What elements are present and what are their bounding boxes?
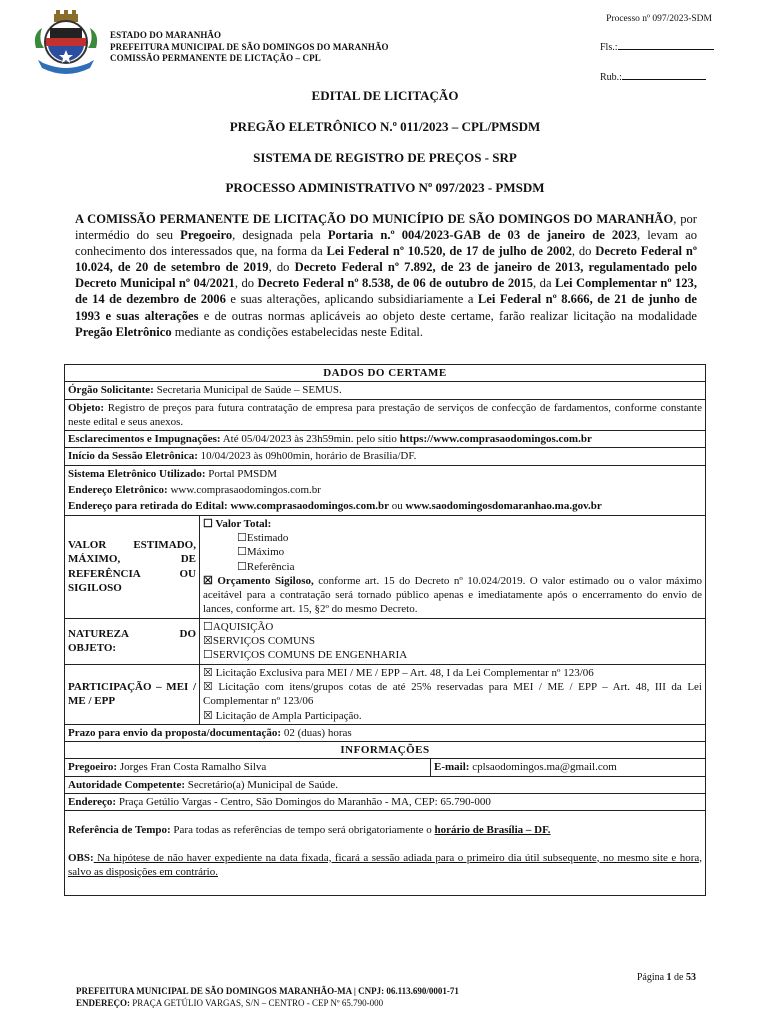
pregoeiro-label: Pregoeiro: bbox=[68, 761, 118, 774]
intro-bold: Lei Federal nº 10.520, de 17 de julho de 2002 bbox=[326, 244, 572, 259]
sigiloso-description: conforme art. 15 do Decreto nº 10.024/2019. O valor estimado ou o valor máximo aceitável para a contratação será tornado público apenas e imediatamente após o encerramento do envio de lances, conforme art. 15, §2º do mesmo Decreto. bbox=[203, 574, 703, 616]
intro-text: e de outras normas aplicáveis ao objeto deste certame, farão realizar licitação na modalidade bbox=[198, 308, 698, 323]
header-state: ESTADO DO MARANHÃO bbox=[110, 30, 222, 40]
email-label: E-mail: bbox=[434, 761, 470, 774]
intro-text: , da bbox=[533, 276, 556, 291]
inicio-sessao-value: 10/04/2023 às 09h00min, horário de Brasília/DF. bbox=[197, 450, 417, 463]
retirada-edital-label: Endereço para retirada do Edital: bbox=[68, 500, 228, 513]
intro-bold: Decreto Federal nº 8.538, de 06 de outubro de 2015 bbox=[257, 276, 534, 291]
referencia-tempo-bold: horário de Brasília – DF. bbox=[434, 824, 551, 837]
intro-text: , do bbox=[571, 244, 596, 259]
dados-certame-table bbox=[64, 364, 706, 896]
endereco-eletronico-link[interactable]: www.comprasaodomingos.com.br bbox=[167, 484, 321, 497]
valor-label: VALOR ESTIMADO, MÁXIMO, DE REFERÊNCIA OU SIGILOSO bbox=[68, 539, 196, 594]
esclarecimentos-site-link[interactable]: https://www.comprasaodomingos.com.br bbox=[399, 433, 592, 446]
participacao-row bbox=[64, 665, 706, 725]
header-commission: COMISSÃO PERMANENTE DE LICTAÇÃO – CPL bbox=[110, 53, 321, 63]
sistema-label: Sistema Eletrônico Utilizado: bbox=[68, 467, 206, 480]
edital-title: EDITAL DE LICITAÇÃO bbox=[311, 88, 459, 103]
intro-text: , do bbox=[268, 260, 295, 275]
referencia-tempo-value: Para todas as referências de tempo será obrigatoriamente o bbox=[170, 824, 435, 837]
sigiloso-checkbox[interactable]: ☒ Orçamento Sigiloso, bbox=[203, 574, 314, 587]
referencia-checkbox[interactable]: ☐Referência bbox=[237, 560, 295, 573]
valor-label-cell bbox=[65, 516, 200, 618]
intro-commission: A COMISSÃO PERMANENTE DE LICITAÇÃO DO MUNICÍPIO DE SÃO DOMINGOS DO MARANHÃO bbox=[75, 212, 674, 226]
email-link[interactable]: cplsaodomingos.ma@gmail.com bbox=[469, 761, 617, 774]
intro-bold: Portaria n.º 004/2023-GAB de 03 de janeiro de 2023 bbox=[327, 228, 638, 243]
objeto-row bbox=[64, 400, 706, 432]
obs-value: Na hipótese de não haver expediente na data fixada, ficará a sessão adiada para o primeiro dia útil subsequente, no mesmo site e hora, salvo as disposições em contrário. bbox=[68, 851, 702, 878]
endereco-eletronico-label: Endereço Eletrônico: bbox=[68, 484, 168, 497]
obs-label: OBS: bbox=[68, 851, 94, 864]
fls-field bbox=[600, 40, 714, 53]
esclarecimentos-value: Até 05/04/2023 às 23h59min. pelo sítio bbox=[220, 433, 400, 446]
page-current: 1 bbox=[666, 972, 672, 983]
footer-address bbox=[76, 997, 459, 1009]
participacao-label: PARTICIPAÇÃO – MEI / ME / EPP bbox=[68, 680, 196, 708]
autoridade-value: Secretário(a) Municipal de Saúde. bbox=[185, 778, 339, 791]
endereco-value: Praça Getúlio Vargas - Centro, São Domingos do Maranhão - MA, CEP: 65.790-000 bbox=[116, 796, 491, 809]
pregoeiro-row bbox=[64, 759, 706, 776]
page-of: de bbox=[671, 972, 686, 983]
municipal-coat-of-arms bbox=[30, 10, 102, 76]
endereco-label: Endereço: bbox=[68, 796, 117, 809]
sistema-value: Portal PMSDM bbox=[205, 467, 278, 480]
fls-blank-line bbox=[618, 40, 714, 50]
orgao-label: Órgão Solicitante: bbox=[68, 384, 154, 397]
referencia-obs-block bbox=[64, 811, 706, 896]
autoridade-label: Autoridade Competente: bbox=[68, 778, 186, 791]
obs-note bbox=[68, 851, 702, 880]
srp-title: SISTEMA DE REGISTRO DE PREÇOS - SRP bbox=[253, 150, 517, 165]
sistema-row bbox=[64, 466, 706, 482]
intro-text: , do bbox=[234, 276, 258, 291]
inicio-sessao-row bbox=[64, 448, 706, 465]
intro-text: , levam ao conhecimento dos interessados que, na forma da bbox=[75, 228, 697, 259]
participacao-options-cell bbox=[200, 665, 705, 724]
esclarecimentos-row bbox=[64, 431, 706, 448]
natureza-label: NATUREZA DO OBJETO: bbox=[68, 627, 196, 655]
page-total: 53 bbox=[686, 972, 696, 983]
footer-address-label: ENDEREÇO: bbox=[76, 998, 131, 1008]
email-cell bbox=[431, 759, 705, 775]
prazo-label: Prazo para envio da proposta/documentação: bbox=[68, 726, 282, 739]
intro-bold: Decreto Federal nº 7.892, de 23 de janeiro de 2013, regulamentado pelo Decreto Municipal nº 04/2021 bbox=[75, 260, 697, 291]
page-number bbox=[637, 972, 696, 983]
footer-prefecture-cnpj: PREFEITURA MUNICIPAL DE SÃO DOMINGOS MARANHÃO-MA | CNPJ: 06.113.690/0001-71 bbox=[76, 986, 459, 996]
intro-bold: Pregão Eletrônico bbox=[75, 324, 172, 339]
estimado-checkbox[interactable]: ☐Estimado bbox=[237, 531, 289, 544]
rub-blank-line bbox=[622, 70, 706, 80]
pregoeiro-value: Jorges Fran Costa Ramalho Silva bbox=[117, 761, 267, 774]
header-prefecture: PREFEITURA MUNICIPAL DE SÃO DOMINGOS DO MARANHÃO bbox=[110, 41, 389, 52]
intro-text: , designada pela bbox=[232, 228, 328, 243]
intro-text: mediante as condições estabelecidas neste Edital. bbox=[171, 324, 424, 339]
ampla-participacao-checkbox[interactable]: ☒ Licitação de Ampla Participação. bbox=[203, 709, 362, 722]
natureza-options-cell bbox=[200, 619, 705, 664]
sigiloso-option bbox=[203, 574, 702, 617]
servicos-comuns-checkbox[interactable]: ☒SERVIÇOS COMUNS bbox=[203, 635, 315, 648]
informacoes-heading: INFORMAÇÕES bbox=[64, 742, 706, 759]
intro-text: , por intermédio do seu bbox=[75, 212, 697, 243]
valor-total-checkbox[interactable]: ☐ Valor Total: bbox=[203, 517, 272, 530]
objeto-value: Registro de preços para futura contratação de empresa para prestação de serviços de confecção de fardamentos, conforme constante neste edital e seus anexos. bbox=[68, 401, 702, 428]
intro-bold: Lei Complementar nº 123, de 14 de dezembro de 2006 bbox=[75, 276, 698, 307]
processo-title: PROCESSO ADMINISTRATIVO Nº 097/2023 - PMSDM bbox=[225, 180, 545, 195]
prazo-row bbox=[64, 725, 706, 742]
rub-field bbox=[600, 70, 706, 83]
retirada-edital-row bbox=[64, 498, 706, 515]
endereco-row bbox=[64, 794, 706, 811]
natureza-label-cell bbox=[65, 619, 200, 664]
autoridade-row bbox=[64, 777, 706, 794]
cota-reservada-checkbox[interactable]: ☒ Licitação com itens/grupos cotas de até 25% reservadas para MEI / ME / EPP – Art. 48, III da Lei Complementar nº 123/06 bbox=[203, 680, 702, 708]
objeto-label: Objeto: bbox=[68, 401, 105, 414]
fls-label: Fls.: bbox=[600, 42, 618, 53]
intro-paragraph bbox=[75, 211, 697, 340]
retirada-site-link[interactable]: www.comprasaodomingos.com.br bbox=[227, 500, 390, 513]
esclarecimentos-label: Esclarecimentos e Impugnações: bbox=[68, 433, 221, 446]
endereco-eletronico-row bbox=[64, 482, 706, 498]
dados-certame-heading: DADOS DO CERTAME bbox=[64, 364, 706, 382]
page-label: Página bbox=[636, 972, 667, 983]
natureza-row bbox=[64, 619, 706, 665]
referencia-tempo-label: Referência de Tempo: bbox=[68, 824, 171, 837]
valor-options-cell bbox=[200, 516, 705, 618]
retirada-connector: ou bbox=[389, 500, 406, 513]
intro-text: e suas alterações, aplicando subsidiariamente a bbox=[225, 292, 478, 307]
referencia-tempo bbox=[68, 823, 702, 837]
intro-bold: Lei Federal nº 8.666, de 21 de junho de 1993 e suas alterações bbox=[75, 292, 697, 323]
participacao-label-cell bbox=[65, 665, 200, 724]
header-institution bbox=[110, 30, 389, 65]
servicos-engenharia-checkbox[interactable]: ☐SERVIÇOS COMUNS DE ENGENHARIA bbox=[203, 649, 408, 662]
rub-label: Rub.: bbox=[600, 72, 622, 83]
pregao-title: PREGÃO ELETRÔNICO N.º 011/2023 – CPL/PMSDM bbox=[229, 119, 541, 134]
footer bbox=[76, 985, 459, 1009]
exclusiva-mei-checkbox[interactable]: ☒ Licitação Exclusiva para MEI / ME / EPP – Art. 48, I da Lei Complementar nº 123/06 bbox=[203, 666, 594, 679]
footer-address-value: PRAÇA GETÚLIO VARGAS, S/N – CENTRO - CEP Nº 65.790-000 bbox=[130, 998, 384, 1008]
intro-bold: Pregoeiro bbox=[180, 228, 233, 243]
orgao-value: Secretaria Municipal de Saúde – SEMUS. bbox=[153, 384, 342, 397]
retirada-site2-link[interactable]: www.saodomingosdomaranhao.ma.gov.br bbox=[405, 500, 602, 513]
orgao-row bbox=[64, 382, 706, 399]
pregoeiro-cell bbox=[65, 759, 431, 775]
intro-bold: Decreto Federal nº 10.024, de 20 de setembro de 2019 bbox=[75, 244, 698, 275]
prazo-value: 02 (duas) horas bbox=[281, 726, 352, 739]
process-reference: Processo nº 097/2023-SDM bbox=[606, 14, 712, 24]
valor-row bbox=[64, 516, 706, 619]
inicio-sessao-label: Início da Sessão Eletrônica: bbox=[68, 450, 198, 463]
maximo-checkbox[interactable]: ☐Máximo bbox=[237, 546, 285, 559]
aquisicao-checkbox[interactable]: ☐AQUISIÇÃO bbox=[203, 620, 274, 633]
